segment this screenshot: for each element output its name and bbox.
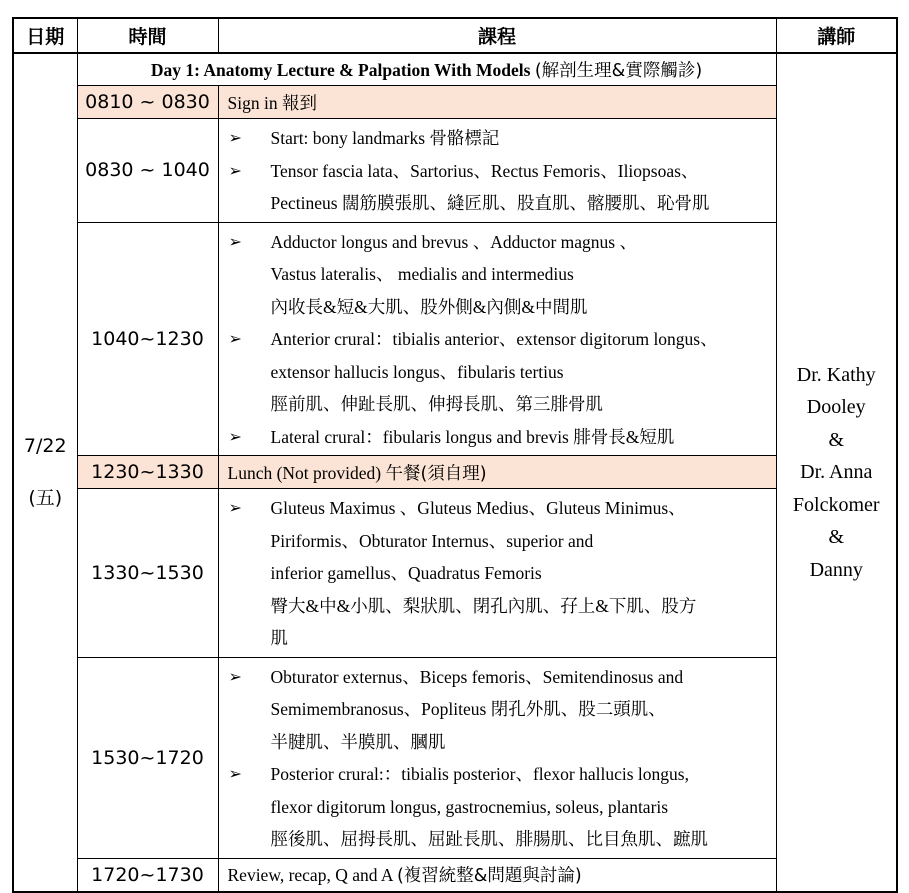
course-text-zh: 午餐(須自理) bbox=[385, 463, 487, 484]
arrow-bullet-icon: ➢ bbox=[228, 666, 242, 686]
schedule-row bbox=[13, 657, 897, 858]
day-title-en: Day 1: Anatomy Lecture & Palpation With Models bbox=[150, 60, 531, 80]
course-cell bbox=[218, 119, 776, 223]
course-cell bbox=[218, 858, 776, 892]
time-cell: 0830 ~ 1040 bbox=[77, 119, 218, 223]
bullet-line: Pectineus 闊筋膜張肌、縫匠肌、股直肌、髂腰肌、恥骨肌 bbox=[270, 193, 710, 213]
instructor-cell bbox=[776, 53, 897, 892]
header-course: 課程 bbox=[218, 18, 776, 53]
course-text-zh: 報到 bbox=[281, 93, 317, 114]
course-text: Lunch (Not provided) bbox=[227, 462, 386, 483]
course-text: Review, recap, Q and A bbox=[227, 865, 397, 885]
bullet-item bbox=[229, 155, 770, 220]
bullet-line: Tensor fascia lata、Sartorius、Rectus Femoris、Iliopsoas、 bbox=[270, 160, 699, 181]
time-cell: 1040~1230 bbox=[77, 222, 218, 456]
instructor-list bbox=[777, 359, 897, 587]
bullet-line: 肌 bbox=[270, 628, 288, 648]
arrow-bullet-icon: ➢ bbox=[228, 160, 242, 180]
time-cell: 1530~1720 bbox=[77, 657, 218, 858]
arrow-bullet-icon: ➢ bbox=[228, 329, 242, 348]
bullet-line: flexor digitorum longus, gastrocnemius, soleus, plantaris bbox=[270, 796, 669, 817]
bullet-item bbox=[229, 661, 770, 759]
bullet-line: 內收長&短&大肌、股外側&內側&中間肌 bbox=[270, 296, 588, 317]
time-cell: 1230~1330 bbox=[77, 456, 218, 489]
schedule-row bbox=[13, 119, 897, 223]
bullet-item bbox=[229, 492, 770, 655]
course-cell bbox=[218, 657, 776, 858]
bullet-line: Posterior crural:：tibialis posterior、flexor hallucis longus, bbox=[270, 764, 689, 784]
schedule-row bbox=[13, 86, 897, 119]
arrow-bullet-icon: ➢ bbox=[228, 128, 242, 147]
time-cell: 0810 ~ 0830 bbox=[77, 86, 218, 119]
instructor-line: Folckomer bbox=[792, 493, 880, 516]
course-text: Sign in bbox=[227, 92, 282, 113]
course-cell bbox=[218, 86, 776, 119]
schedule-table bbox=[12, 17, 898, 893]
bullet-line: 脛後肌、屈拇長肌、屈趾長肌、腓腸肌、比目魚肌、蹠肌 bbox=[270, 829, 708, 849]
bullet-line: 臀大&中&小肌、梨狀肌、閉孔內肌、孖上&下肌、股方 bbox=[270, 595, 697, 616]
header-date: 日期 bbox=[13, 18, 77, 53]
day-title-row bbox=[13, 53, 897, 86]
bullet-item bbox=[229, 226, 770, 324]
bullet-line: Semimembranosus、Popliteus 閉孔外肌、股二頭肌、 bbox=[270, 699, 666, 719]
time-cell: 1330~1530 bbox=[77, 489, 218, 658]
course-cell bbox=[218, 456, 776, 489]
header-time: 時間 bbox=[77, 18, 218, 53]
bullet-line: Adductor longus and brevus 、Adductor magnus 、 bbox=[270, 231, 637, 252]
instructor-line: Dr. Anna bbox=[800, 461, 873, 483]
bullet-line: Obturator externus、Biceps femoris、Semitendinosus and bbox=[270, 666, 684, 687]
bullet-line: 半腱肌、半膜肌、膕肌 bbox=[270, 731, 446, 752]
bullet-line: Gluteus Maximus 、Gluteus Medius、Gluteus Minimus、 bbox=[270, 498, 686, 518]
bullet-item bbox=[229, 323, 770, 421]
course-text-zh: (複習統整&問題與討論) bbox=[396, 866, 582, 886]
bullet-line: Start: bony landmarks 骨骼標記 bbox=[270, 128, 500, 148]
schedule-row bbox=[13, 222, 897, 456]
instructor-line: Dooley bbox=[806, 396, 866, 418]
bullet-item bbox=[229, 122, 770, 155]
day-title bbox=[77, 53, 776, 86]
instructor-line: Dr. Kathy bbox=[796, 363, 876, 386]
bullet-line: 脛前肌、伸趾長肌、伸拇長肌、第三腓骨肌 bbox=[270, 394, 603, 414]
date-weekday: (五) bbox=[28, 486, 63, 509]
bullet-line: Lateral crural：fibularis longus and brevis 腓骨長&短肌 bbox=[270, 426, 675, 447]
bullet-line: inferior gamellus、Quadratus Femoris bbox=[270, 563, 542, 583]
date-cell bbox=[13, 53, 77, 892]
course-cell bbox=[218, 489, 776, 658]
date-day: 7/22 bbox=[23, 434, 67, 457]
bullet-line: Vastus lateralis、 medialis and intermedius bbox=[270, 264, 574, 284]
header-instructor: 講師 bbox=[776, 18, 897, 53]
schedule-row bbox=[13, 858, 897, 892]
header-row bbox=[13, 18, 897, 53]
day-title-zh: (解剖生理&實際觸診) bbox=[534, 61, 703, 81]
bullet-line: extensor hallucis longus、fibularis tertius bbox=[270, 361, 564, 382]
arrow-bullet-icon: ➢ bbox=[228, 498, 242, 517]
arrow-bullet-icon: ➢ bbox=[228, 231, 242, 251]
time-cell: 1720~1730 bbox=[77, 858, 218, 892]
schedule-row bbox=[13, 489, 897, 658]
bullet-line: Piriformis、Obturator Internus、superior and bbox=[270, 530, 594, 551]
arrow-bullet-icon: ➢ bbox=[228, 764, 242, 783]
arrow-bullet-icon: ➢ bbox=[228, 426, 242, 446]
instructor-line: & bbox=[828, 526, 845, 548]
bullet-item bbox=[229, 421, 770, 454]
bullet-item bbox=[229, 758, 770, 856]
course-cell bbox=[218, 222, 776, 456]
bullet-line: Anterior crural：tibialis anterior、extensor digitorum longus、 bbox=[270, 329, 718, 349]
schedule-row bbox=[13, 456, 897, 489]
instructor-line: Danny bbox=[809, 558, 863, 581]
instructor-line: & bbox=[828, 428, 845, 451]
